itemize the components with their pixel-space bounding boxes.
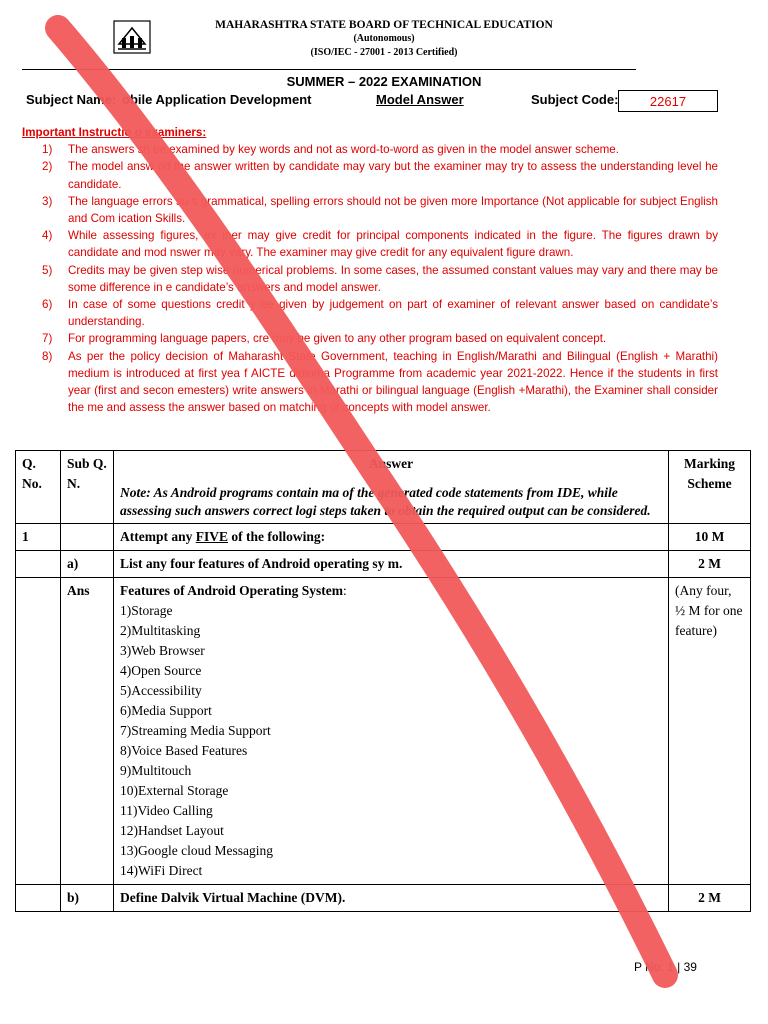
- feature-item: 3)Web Browser: [120, 643, 205, 658]
- col-q-no: Q. No.: [16, 451, 61, 524]
- ide-note: Note: As Android programs contain ma of the generated code statements from IDE, while assessing such answers correct logi steps taken to obtain the required output can be considered.: [120, 485, 651, 518]
- feature-item: 11)Video Calling: [120, 803, 213, 818]
- feature-item: 14)WiFi Direct: [120, 863, 203, 878]
- ans-content: [114, 578, 669, 885]
- feature-item: 9)Multitouch: [120, 763, 192, 778]
- feature-item: 8)Voice Based Features: [120, 743, 248, 758]
- col-sub-qn: Sub Q. N.: [61, 451, 114, 524]
- page-number: P No: 1 | 39: [634, 960, 697, 974]
- empty-cell: [16, 551, 61, 578]
- instruction-item: 4) While assessing figures, ex iner may give credit for principal components indicated in the figure. The figures drawn by candidate and mod nswer may vary. The examiner may give credit for any equivalent figure drawn.: [42, 229, 718, 260]
- instructions-block: [22, 124, 718, 416]
- qa-sub-label: a): [61, 551, 114, 578]
- feature-item: 2)Multitasking: [120, 623, 201, 638]
- instructions-list: [22, 141, 718, 416]
- instruction-item: 7) For programming language papers, cre may be given to any other program based on equivalent concept.: [42, 332, 607, 346]
- instructions-heading: Important Instructio o examiners:: [22, 126, 207, 139]
- subject-code-box: 22617: [618, 90, 718, 112]
- qa-question: List any four features of Android operating sy m.: [114, 551, 669, 578]
- answer-heading: Answer: [368, 456, 414, 471]
- q1-instruction: Attempt any FIVE of the following:: [114, 524, 669, 551]
- empty-cell: [16, 885, 61, 912]
- certification-label: (ISO/IEC - 27001 - 2013 Certified): [310, 47, 458, 58]
- ans-label: Ans: [61, 578, 114, 885]
- feature-item: 1)Storage: [120, 603, 173, 618]
- feature-item: 4)Open Source: [120, 663, 202, 678]
- feature-item: 7)Streaming Media Support: [120, 723, 271, 738]
- table-header-row: [16, 451, 751, 524]
- instruction-item: 5) Credits may be given step wise numerical problems. In some cases, the assumed constant values may vary and there may be some difference in e candidate’s answers and model answer.: [42, 263, 718, 294]
- feature-item: 10)External Storage: [120, 783, 229, 798]
- instruction-item: 3) The language errors su s grammatical, spelling errors should not be given more Importance (Not applicable for subject English and Com ication Skills.: [42, 194, 718, 226]
- table-row: [16, 578, 751, 885]
- board-heading: [0, 18, 768, 60]
- qb-question: Define Dalvik Virtual Machine (DVM).: [114, 885, 669, 912]
- empty-cell: [16, 578, 61, 885]
- feature-item: 13)Google cloud Messaging: [120, 843, 273, 858]
- feature-item: 5)Accessibility: [120, 683, 202, 698]
- board-name: MAHARASHTRA STATE BOARD OF TECHNICAL EDUCATION: [215, 19, 553, 31]
- instruction-item: 2) The model answ nd the answer written by candidate may vary but the examiner may try to assess the understanding level he candidate.: [42, 160, 718, 191]
- subject-name-label: Subject Name:: [26, 92, 117, 107]
- qa-marks: 2 M: [669, 551, 751, 578]
- autonomous-label: (Autonomous): [353, 33, 415, 44]
- q1-number: 1: [16, 524, 61, 551]
- ans-marking: (Any four, ½ M for one feature): [669, 578, 751, 885]
- instruction-item: 6) In case of some questions credit y be given by judgement on part of examiner of relevant answer based on candidate’s understanding.: [42, 298, 718, 329]
- exam-title: SUMMER – 2022 EXAMINATION: [286, 74, 482, 89]
- header-divider: [22, 69, 636, 70]
- feature-item: 6)Media Support: [120, 703, 212, 718]
- col-answer: [114, 451, 669, 524]
- col-marking: Marking Scheme: [669, 451, 751, 524]
- subject-name-value: obile Application Development: [122, 92, 312, 107]
- answer-table: [15, 450, 751, 912]
- table-row: [16, 551, 751, 578]
- instruction-item: 8) As per the policy decision of Maharasht State Government, teaching in English/Marathi and Bilingual (English + Marathi) medium is introduced at first yea f AICTE diploma Programme from academic year 2021-2022. Hence if the students in first year (first and secon emesters) write answers in Marathi or bilingual language (English +Marathi), the Examiner shall consider the me and assess the answer based on matching of concepts with model answer.: [42, 349, 718, 415]
- q1-sub-empty: [61, 524, 114, 551]
- model-answer-label: Model Answer: [376, 92, 464, 107]
- qb-marks: 2 M: [669, 885, 751, 912]
- qb-sub-label: b): [61, 885, 114, 912]
- ans-title: Features of Android Operating System:: [120, 583, 347, 598]
- feature-item: 12)Handset Layout: [120, 823, 224, 838]
- table-row: [16, 524, 751, 551]
- q1-marks: 10 M: [669, 524, 751, 551]
- instruction-item: 1) The answers sh be examined by key words and not as word-to-word as given in the model answer scheme.: [42, 143, 619, 157]
- subject-code-label: Subject Code:: [531, 92, 619, 107]
- table-row: [16, 885, 751, 912]
